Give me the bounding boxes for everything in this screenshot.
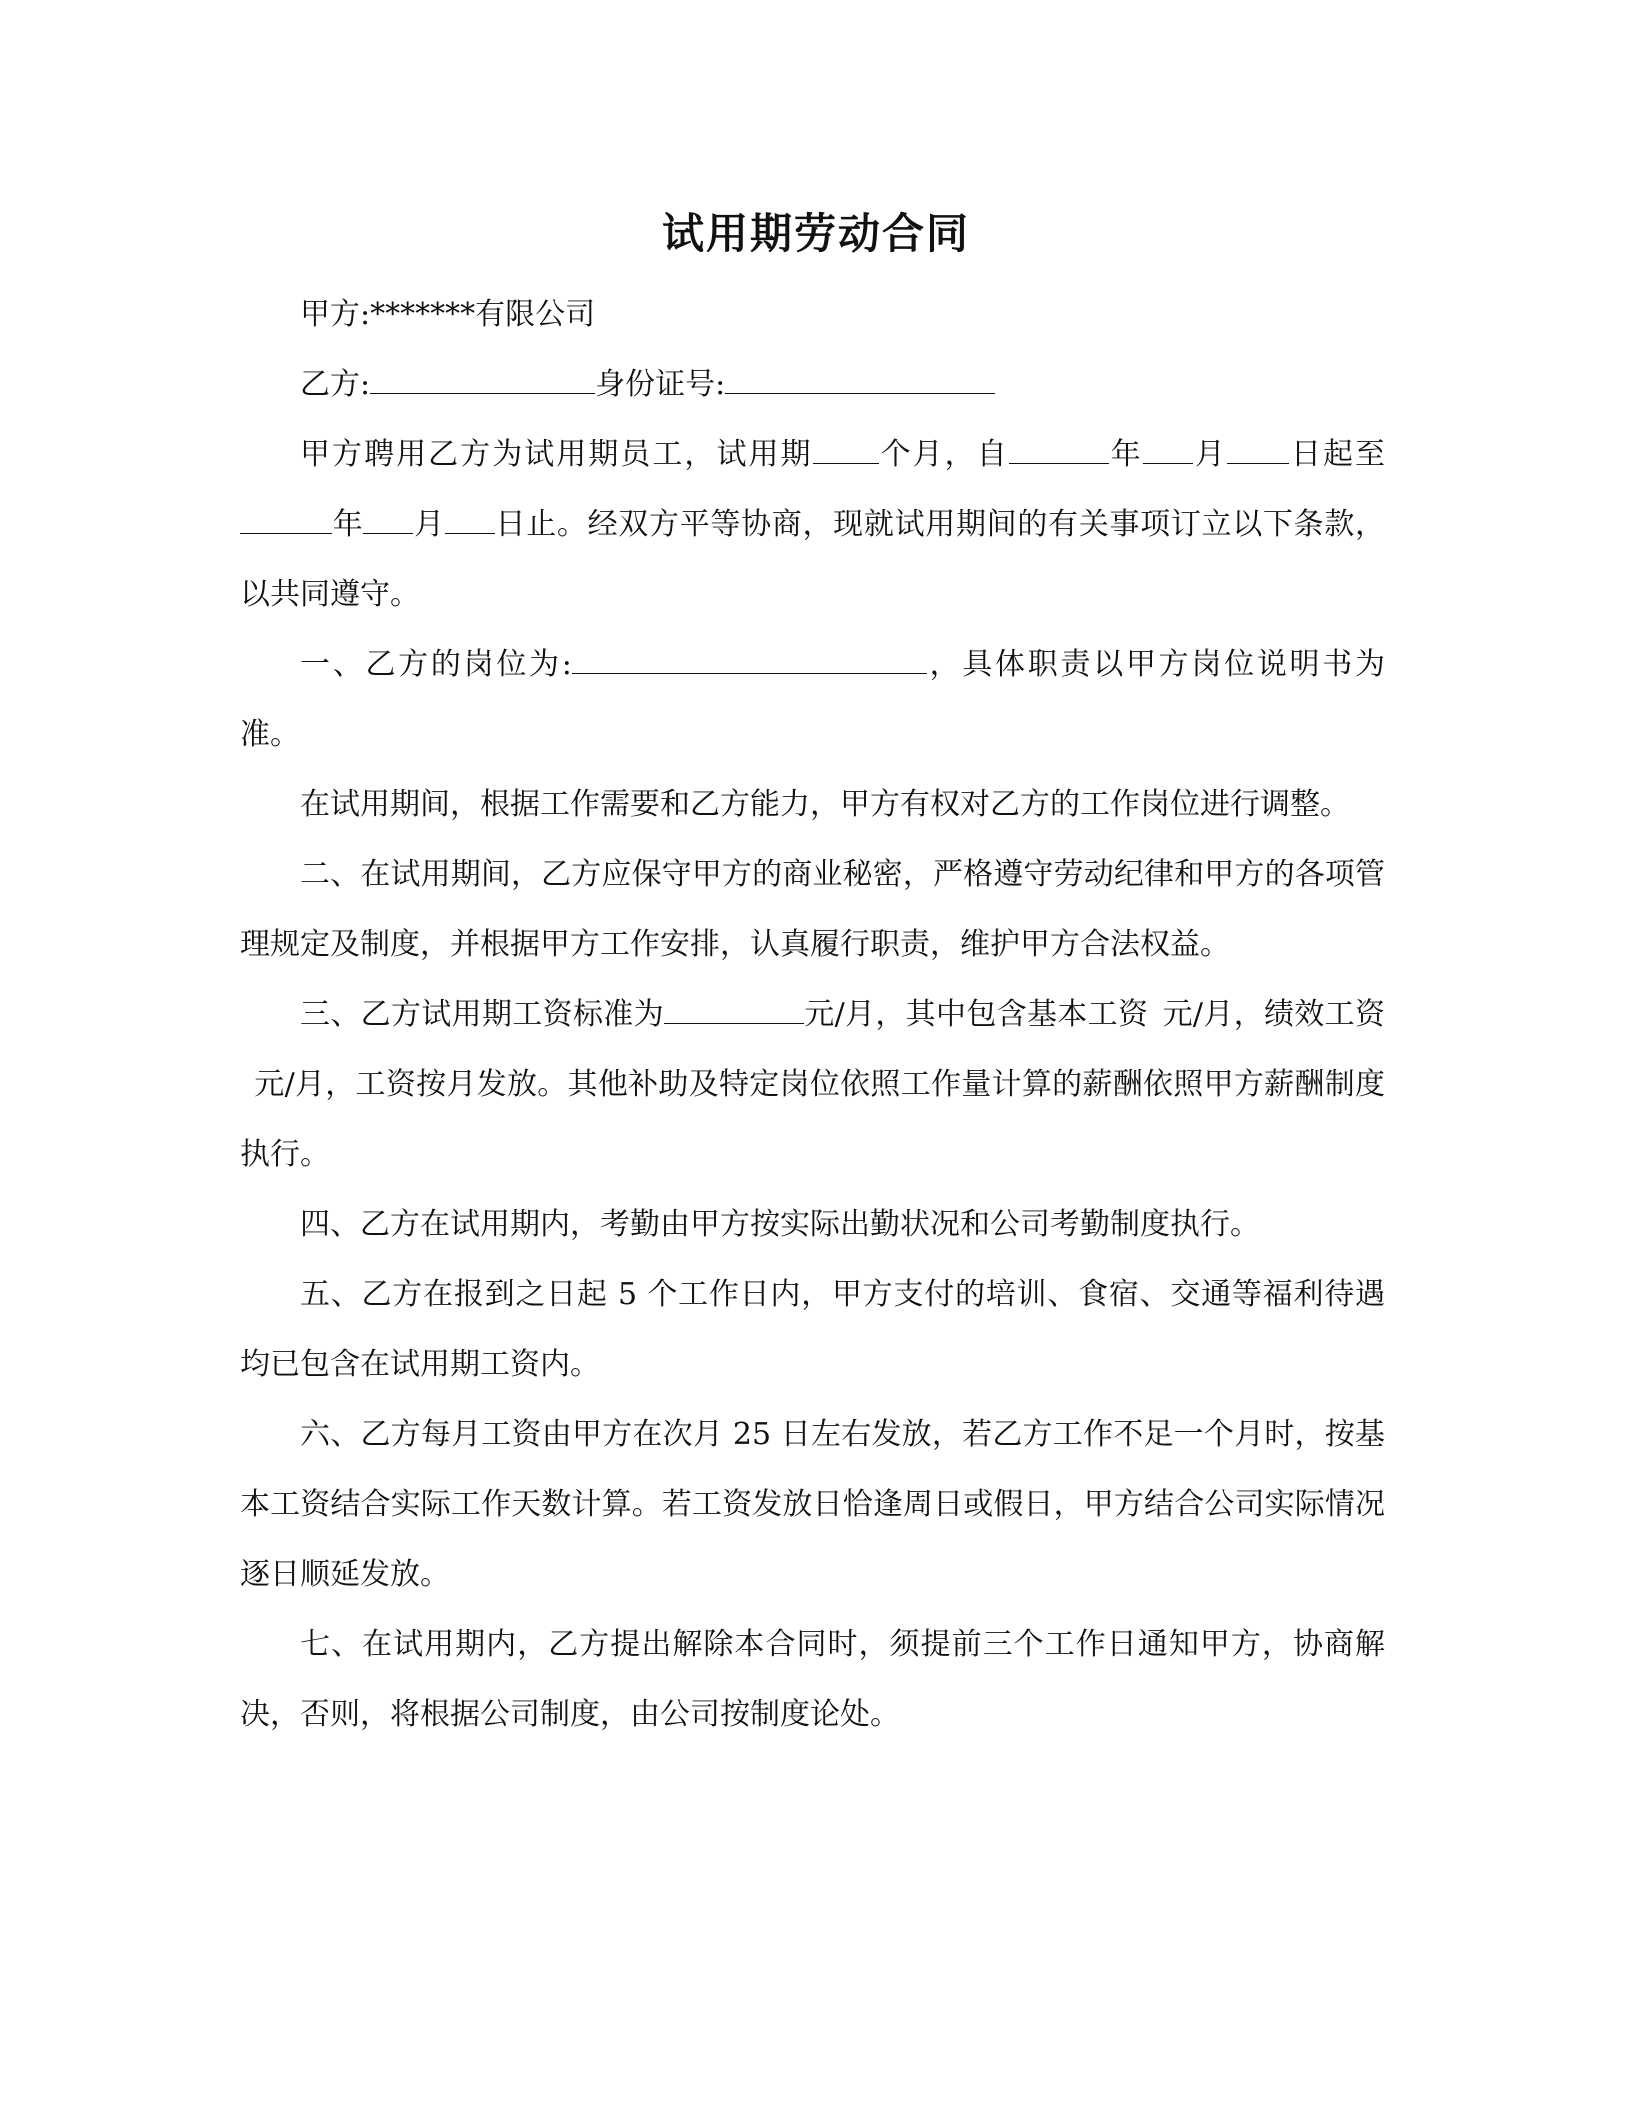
end-day-blank[interactable] <box>445 505 495 534</box>
clause-6: 六、乙方每月工资由甲方在次月 25 日左右发放，若乙方工作不足一个月时，按基本工资结合实际工作天数计算。若工资发放日恰逢周日或假日，甲方结合公司实际情况逐日顺延发放。 <box>240 1417 1385 1592</box>
party-a-line <box>240 280 1385 350</box>
clause-3-text-4: 元/月，工资按月发放。其他补助及特定岗位依照工作量计算的薪酬依照甲方薪酬制度执行。 <box>240 1067 1385 1172</box>
start-day-blank[interactable] <box>1227 435 1289 464</box>
clause-4: 四、乙方在试用期内，考勤由甲方按实际出勤状况和公司考勤制度执行。 <box>300 1207 1260 1242</box>
intro-text-3: 年 <box>1108 437 1143 472</box>
id-number-label: 身份证号: <box>595 367 726 402</box>
clause-5: 五、乙方在报到之日起 5 个工作日内，甲方支付的培训、食宿、交通等福利待遇均已包含在试用期工资内。 <box>240 1277 1385 1382</box>
clause-1-text-2: ，具体职责以甲方岗位说明书为准。 <box>240 647 1386 752</box>
intro-text-5: 日起至 <box>1288 437 1386 472</box>
start-month-blank[interactable] <box>1143 435 1193 464</box>
start-year-blank[interactable] <box>1009 435 1109 464</box>
salary-blank[interactable] <box>664 995 804 1024</box>
clause-2: 二、在试用期间，乙方应保守甲方的商业秘密，严格遵守劳动纪律和甲方的各项管理规定及制度，并根据甲方工作安排，认真履行职责，维护甲方合法权益。 <box>240 857 1385 962</box>
clause-1-text-1: 一、乙方的岗位为: <box>300 647 572 682</box>
position-blank[interactable] <box>572 645 927 674</box>
document-title: 试用期劳动合同 <box>661 209 970 258</box>
id-number-blank[interactable] <box>725 365 995 394</box>
end-year-blank[interactable] <box>240 505 332 534</box>
probation-months-blank[interactable] <box>813 435 879 464</box>
end-month-blank[interactable] <box>363 505 413 534</box>
clause-1-note: 在试用期间，根据工作需要和乙方能力，甲方有权对乙方的工作岗位进行调整。 <box>300 787 1350 822</box>
clause-3 <box>240 980 1385 1190</box>
party-b-label: 乙方: <box>300 367 371 402</box>
party-b-name-blank[interactable] <box>370 365 595 394</box>
intro-text-4: 月 <box>1192 437 1227 472</box>
intro-paragraph <box>240 420 1385 630</box>
intro-text-1: 甲方聘用乙方为试用期员工，试用期 <box>300 437 813 472</box>
intro-text-7: 月 <box>413 507 445 542</box>
contract-body <box>240 280 1385 1750</box>
clause-3-text-3: 元/月，绩效工资 <box>1162 997 1386 1032</box>
intro-text-8: 日止。经双方平等协商，现就试用期间的有关事项订立以下条款，以共同遵守。 <box>240 507 1386 612</box>
clause-3-text-2: 元/月，其中包含基本工资 <box>803 997 1149 1032</box>
intro-text-6: 年 <box>332 507 364 542</box>
party-b-line <box>240 350 1385 420</box>
party-a-text: 甲方:*******有限公司 <box>300 297 596 332</box>
clause-1 <box>240 630 1385 770</box>
intro-text-2: 个月，自 <box>878 437 1009 472</box>
clause-7: 七、在试用期内，乙方提出解除本合同时，须提前三个工作日通知甲方，协商解决，否则，将根据公司制度，由公司按制度论处。 <box>240 1627 1385 1732</box>
clause-3-text-1: 三、乙方试用期工资标准为 <box>300 997 664 1032</box>
